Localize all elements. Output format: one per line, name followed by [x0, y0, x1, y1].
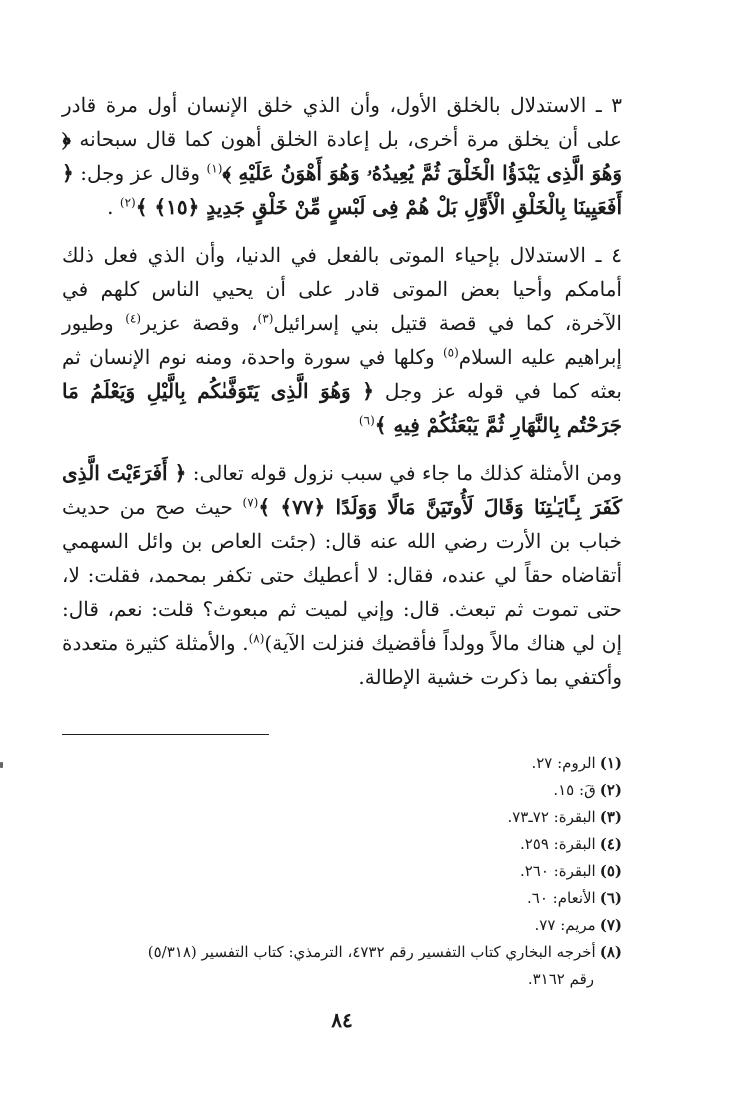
footnote-ref[interactable]: (٨)	[248, 631, 265, 646]
footnote-ref[interactable]: (٦)	[358, 413, 375, 428]
quran-verse: ﴿ وَهُوَ الَّذِى يَبْدَؤُا الْخَلْقَ ثُمَّ يُعِيدُهُۥ وَهُوَ أَهْوَنُ عَلَيْهِ ﴾	[62, 127, 622, 185]
page-body	[62, 88, 623, 1032]
footnote-ref[interactable]: (٤)	[125, 311, 142, 326]
footnote-item: (٣)البقرة: ٧٢ـ٧٣.	[507, 808, 622, 826]
footnote-continuation: رقم ٣١٦٢.	[527, 970, 594, 988]
footnote-item: (٧)مريم: ٧٧.	[534, 916, 622, 934]
footnote-divider	[62, 734, 269, 735]
footnote-item: (١)الروم: ٢٧.	[531, 754, 622, 772]
paragraph-4: ٤ ـ الاستدلال بإحياء الموتى بالفعل في الدنيا، وأن الذي فعل ذلك أمامكم وأحيا بعض الموتى قادر على أن يحيي الناس كلهم في الآخرة، كما في قصة قتيل بني إسرائيل$^{(٣)}$، وقصة عزير$^{(٤)}$ وطيور إبراهيم عليه السلام$^{(٥)}$ وكلها في سورة واحدة، ومنه نوم الإنسان ثم بعثه كما في قوله عز وجل ﴿ وَهُوَ الَّذِى يَتَوَفَّىٰكُم بِالَّيْلِ وَيَعْلَمُ مَا جَرَحْتُم بِالنَّهَارِ ثُمَّ يَبْعَثُكُمْ فِيهِ ﴾$^{(٦)}$	[62, 243, 622, 437]
footnote-item: (٦)الأنعام: ٦٠.	[527, 889, 622, 907]
footnote-item: (٥)البقرة: ٢٦٠.	[519, 862, 622, 880]
quran-verse: ﴿ أَفَعَيِينَا بِالْخَلْقِ الْأَوَّلِ بَلْ هُمْ فِى لَبْسٍ مِّنْ خَلْقٍ جَدِيدٍ ﴿١٥﴾ ﴾	[62, 161, 622, 219]
footnote-item: (٨)أخرجه البخاري كتاب التفسير رقم ٤٧٣٢، الترمذي: كتاب التفسير (٥/٣١٨)	[147, 943, 622, 961]
footnote-ref[interactable]: (٧)	[242, 495, 259, 510]
quran-verse: ﴿ أَفَرَءَيْتَ الَّذِى كَفَرَ بِـَٔايَـٰتِنَا وَقَالَ لَأُوتَيَنَّ مَالًا وَوَلَدًا ﴿٧٧﴾ ﴾	[62, 461, 622, 519]
margin-mark	[0, 762, 3, 768]
page-number: ٨٤	[331, 1008, 353, 1032]
quran-verse: ﴿ وَهُوَ الَّذِى يَتَوَفَّىٰكُم بِالَّيْلِ وَيَعْلَمُ مَا جَرَحْتُم بِالنَّهَارِ ثُمَّ يَبْعَثُكُمْ فِيهِ ﴾	[62, 379, 622, 437]
paragraph-examples: ومن الأمثلة كذلك ما جاء في سبب نزول قوله تعالى: ﴿ أَفَرَءَيْتَ الَّذِى كَفَرَ بِـَٔايَـٰتِنَا وَقَالَ لَأُوتَيَنَّ مَالًا وَوَلَدًا ﴿٧٧﴾ ﴾$^{(٧)}$ حيث صح من حديث خباب بن الأرت رضي الله عنه قال: (جئت العاص بن وائل السهمي أتقاضاه حقاً لي عنده، فقال: لا أعطيك حتى تكفر بمحمد، فقلت: لا، حتى تموت ثم تبعث. قال: وإني لميت ثم مبعوث؟ قلت: نعم، قال: إن لي هناك مالاً وولداً فأقضيك فنزلت الآية)$^{(٨)}$. والأمثلة كثيرة متعددة وأكتفي بما ذكرت خشية الإطالة.	[62, 461, 623, 689]
paragraph-3: ٣ ـ الاستدلال بالخلق الأول، وأن الذي خلق الإنسان أول مرة قادر على أن يخلق مرة أخرى، بل إعادة الخلق أهون كما قال سبحانه ﴿ وَهُوَ الَّذِى يَبْدَؤُا الْخَلْقَ ثُمَّ يُعِيدُهُۥ وَهُوَ أَهْوَنُ عَلَيْهِ ﴾$^{(١)}$ وقال عز وجل: ﴿ أَفَعَيِينَا بِالْخَلْقِ الْأَوَّلِ بَلْ هُمْ فِى لَبْسٍ مِّنْ خَلْقٍ جَدِيدٍ ﴿١٥﴾ ﴾$^{(٢)}$ .	[62, 93, 622, 219]
footnotes	[62, 750, 622, 993]
footnote-ref[interactable]: (٣)	[257, 311, 274, 326]
footnote-item: (٤)البقرة: ٢٥٩.	[519, 835, 622, 853]
footnote-ref[interactable]: (١)	[206, 161, 223, 176]
footnote-ref[interactable]: (٥)	[442, 345, 459, 360]
footnote-ref[interactable]: (٢)	[119, 195, 136, 210]
footnote-item: (٢)قَ: ١٥.	[553, 781, 622, 799]
